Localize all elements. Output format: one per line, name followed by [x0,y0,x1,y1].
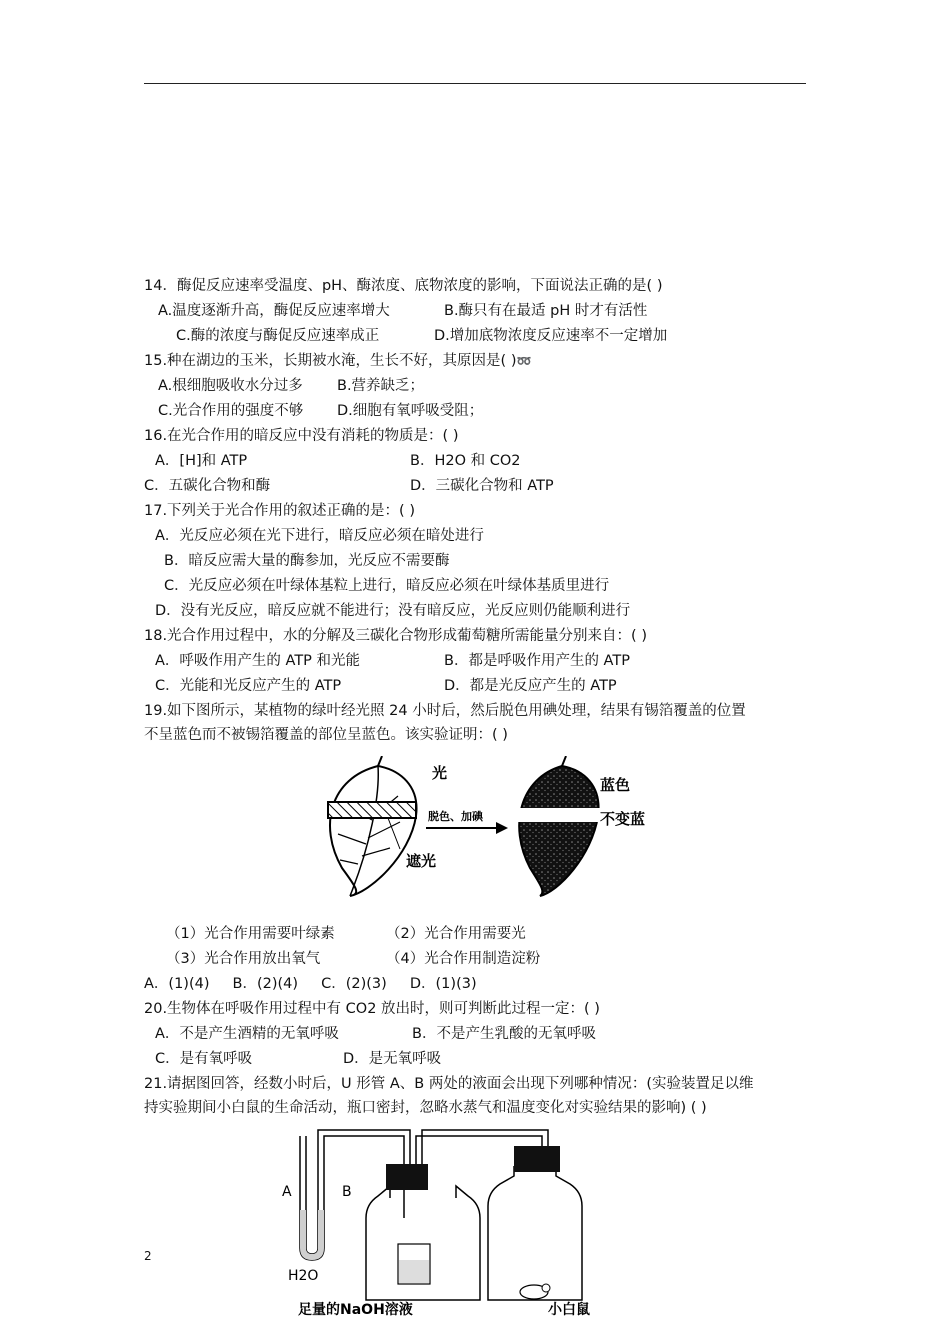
squiggle-icon: ➿ [516,354,532,368]
q16-option-a: A．[H]和 ATP [155,453,248,469]
left-leaf [330,756,417,896]
q14-option-b: B.酶只有在最适 pH 时才有活性 [444,303,648,319]
q15-stem [144,351,531,371]
q19-statement-3: （3）光合作用放出氧气 [166,951,321,967]
q16-option-c: C．五碳化合物和酶 [144,478,271,494]
q20-stem: 20.生物体在呼吸作用过程中有 CO2 放出时，则可判断此过程一定：( ) [144,1001,600,1017]
u-tube-label-a: A [282,1184,292,1200]
q19-statement-1: （1）光合作用需要叶绿素 [166,926,335,942]
q14-option-d: D.增加底物浓度反应速率不一定增加 [434,328,668,344]
q16-stem: 16.在光合作用的暗反应中没有消耗的物质是：( ) [144,428,459,444]
figure-label-light: 光 [432,764,448,782]
mouse-label: 小白鼠 [548,1302,590,1318]
q21-stem-line2: 持实验期间小白鼠的生命活动，瓶口密封，忽略水蒸气和温度变化对实验结果的影响) ( ) [144,1100,707,1116]
q15-option-d: D.细胞有氧呼吸受阻； [337,403,484,419]
figure-label-shade: 遮光 [406,852,437,870]
foil-strip [328,802,416,818]
q14-option-c: C.酶的浓度与酶促反应速率成正 [176,328,380,344]
q18-option-c: C．光能和光反应产生的 ATP [155,678,342,694]
water-label: H2O [288,1268,319,1284]
mouse-bottle [488,1146,582,1300]
naoh-bottle [366,1164,480,1300]
q15-option-c: C.光合作用的强度不够 [158,403,304,419]
leaf-experiment-figure [300,756,680,898]
q15-option-b: B.营养缺乏； [337,378,425,394]
q20-option-b: B．不是产生乳酸的无氧呼吸 [412,1026,596,1042]
figure-label-blue: 蓝色 [600,776,631,794]
q16-option-d: D．三碳化合物和 ATP [410,478,554,494]
q16-option-b: B．H2O 和 CO2 [410,453,521,469]
page-number: 2 [144,1249,152,1263]
q21-stem-line1: 21.请据图回答，经数小时后，U 形管 A、B 两处的液面会出现下列哪种情况：(实验装置足以维 [144,1076,754,1092]
q19-statement-4: （4）光合作用制造淀粉 [386,951,541,967]
apparatus-figure [278,1126,618,1318]
q14-stem: 14．酶促反应速率受温度、pH、酶浓度、底物浓度的影响，下面说法正确的是( ) [144,278,663,294]
q15-stem-text: 15.种在湖边的玉米，长期被水淹，生长不好，其原因是( ) [144,353,517,369]
right-leaf [512,756,604,896]
q17-option-a: A．光反应必须在光下进行，暗反应必须在暗处进行 [155,528,484,544]
q19-options: A．(1)(4) B．(2)(4) C．(2)(3) D．(1)(3) [144,976,477,992]
q18-option-d: D．都是光反应产生的 ATP [444,678,617,694]
q18-stem: 18.光合作用过程中，水的分解及三碳化合物形成葡萄糖所需能量分别来自：( ) [144,628,647,644]
q17-option-d: D．没有光反应，暗反应就不能进行；没有暗反应，光反应则仍能顺利进行 [155,603,631,619]
figure-arrow-label: 脱色、加碘 [428,810,483,823]
q18-option-b: B．都是呼吸作用产生的 ATP [444,653,630,669]
q15-option-a: A.根细胞吸收水分过多 [158,378,303,394]
q20-option-c: C．是有氧呼吸 [155,1051,253,1067]
q17-stem: 17.下列关于光合作用的叙述正确的是：( ) [144,503,415,519]
header-rule [144,83,806,84]
q19-statement-2: （2）光合作用需要光 [386,926,526,942]
q20-option-a: A．不是产生酒精的无氧呼吸 [155,1026,339,1042]
u-tube-label-b: B [342,1184,352,1200]
q14-option-a: A.温度逐渐升高，酶促反应速率增大 [158,303,390,319]
q19-stem-line2: 不呈蓝色而不被锡箔覆盖的部位呈蓝色。该实验证明：( ) [144,727,508,743]
q20-option-d: D．是无氧呼吸 [343,1051,442,1067]
naoh-label: 足量的NaOH溶液 [298,1302,413,1318]
q18-option-a: A．呼吸作用产生的 ATP 和光能 [155,653,361,669]
q17-option-c: C．光反应必须在叶绿体基粒上进行，暗反应必须在叶绿体基质里进行 [164,578,610,594]
q17-option-b: B．暗反应需大量的酶参加，光反应不需要酶 [164,553,450,569]
u-tube [300,1136,324,1260]
figure-label-not-blue: 不变蓝 [600,810,646,828]
q19-stem-line1: 19.如下图所示，某植物的绿叶经光照 24 小时后，然后脱色用碘处理，结果有锡箔覆盖的位置 [144,703,746,719]
